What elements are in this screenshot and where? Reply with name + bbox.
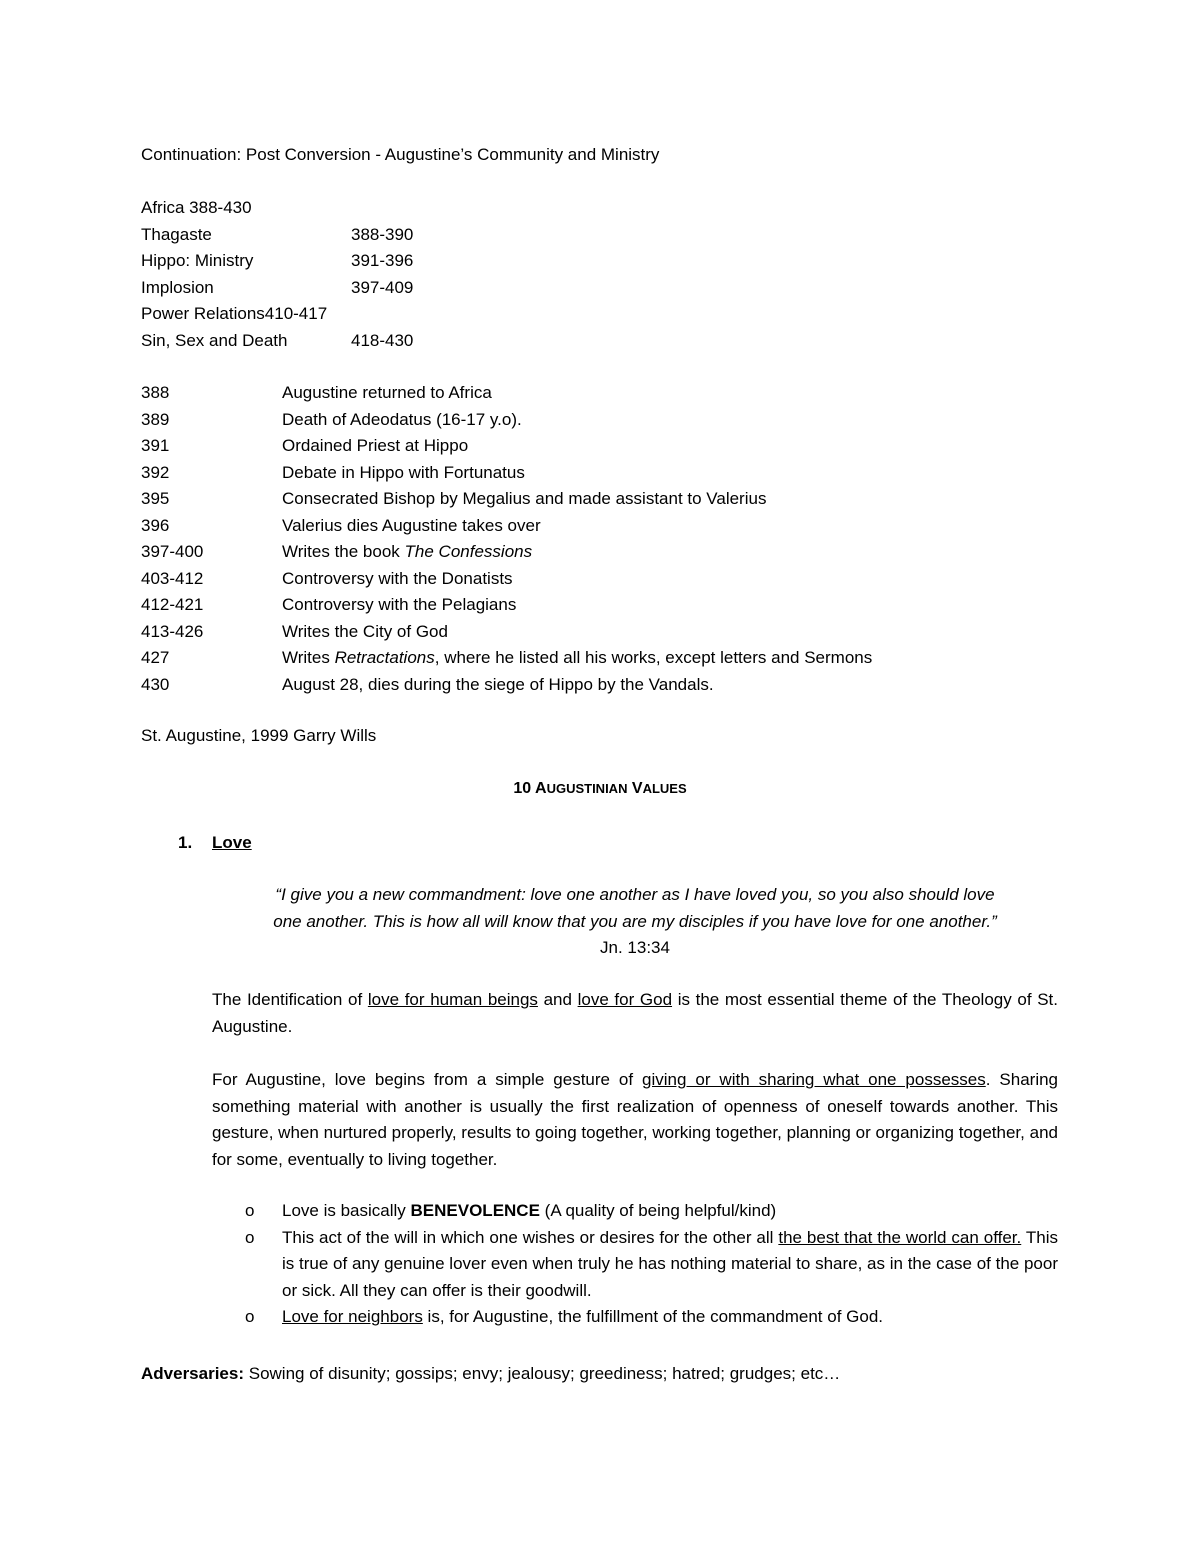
list-item: o Love is basically BENEVOLENCE (A quality of being helpful/kind)	[245, 1198, 1058, 1225]
source-citation: St. Augustine, 1999 Garry Wills	[141, 726, 377, 745]
bullet-icon: o	[245, 1201, 255, 1220]
quote-reference: Jn. 13:34	[600, 938, 670, 957]
timeline-row: 396 Valerius dies Augustine takes over	[141, 515, 541, 535]
period-row: Implosion 397-409	[141, 277, 414, 297]
timeline-row: 388 Augustine returned to Africa	[141, 383, 492, 402]
timeline-table	[141, 380, 873, 698]
paragraph-identification: The Identification of love for human beings and love for God is the most essential theme of the Theology of St. Augustine.	[212, 990, 1059, 1036]
timeline-row: 397-400 Writes the book The Confessions	[141, 542, 533, 561]
bullet-icon: o	[245, 1227, 255, 1247]
bullet-icon: o	[245, 1307, 255, 1326]
timeline-row: 413-426 Writes the City of God	[141, 621, 448, 641]
section-title: 10 AUGUSTINIAN VALUES	[513, 780, 687, 797]
period-row: Hippo: Ministry 391-396	[141, 251, 414, 270]
page-heading: Continuation: Post Conversion - Augustine’s Community and Ministry	[141, 145, 660, 164]
love-bullet-list	[245, 1198, 1058, 1331]
paragraph-sharing: For Augustine, love begins from a simple gesture of giving or with sharing what one possesses. Sharing something material with another is usually the first realization of openness of oneself towards another. This gesture, when nurtured properly, results to going together, working together, planning or organizing together, and for some, eventually to living together.	[212, 1070, 1059, 1169]
timeline-row: 389 Death of Adeodatus (16-17 y.o).	[141, 409, 522, 429]
periods-list	[141, 195, 414, 354]
list-item: o This act of the will in which one wishes or desires for the other all the best that the world can offer. This is true of any genuine lover even when truly he has nothing material to share, as in the case of the poor or sick. All they can offer is their goodwill.	[245, 1225, 1058, 1305]
timeline-row: 392 Debate in Hippo with Fortunatus	[141, 462, 525, 482]
love-heading: 1. Love	[178, 833, 252, 852]
adversaries-line: Adversaries: Sowing of disunity; gossips; envy; jealousy; greediness; hatred; grudges; etc…	[141, 1364, 841, 1383]
timeline-row: 395 Consecrated Bishop by Megalius and made assistant to Valerius	[141, 489, 767, 508]
timeline-row: 430 August 28, dies during the siege of Hippo by the Vandals.	[141, 674, 714, 694]
period-row: Thagaste 388-390	[141, 224, 414, 244]
period-row: Sin, Sex and Death 418-430	[141, 330, 414, 350]
timeline-row: 412-421 Controversy with the Pelagians	[141, 595, 517, 614]
timeline-row: 427 Writes Retractations, where he listed all his works, except letters and Sermons	[141, 648, 873, 667]
list-item: o Love for neighbors is, for Augustine, the fulfillment of the commandment of God.	[245, 1304, 1058, 1331]
timeline-row: 403-412 Controversy with the Donatists	[141, 568, 513, 588]
timeline-row: 391 Ordained Priest at Hippo	[141, 436, 469, 455]
bible-quote: “I give you a new commandment: love one another as I have loved you, so you also should love one another. This is how all will know that you are my disciples if you have love for one another.” Jn. 13:34	[212, 882, 1058, 962]
period-row: Power Relations410-417	[141, 304, 328, 323]
periods-header: Africa 388-430	[141, 198, 252, 217]
